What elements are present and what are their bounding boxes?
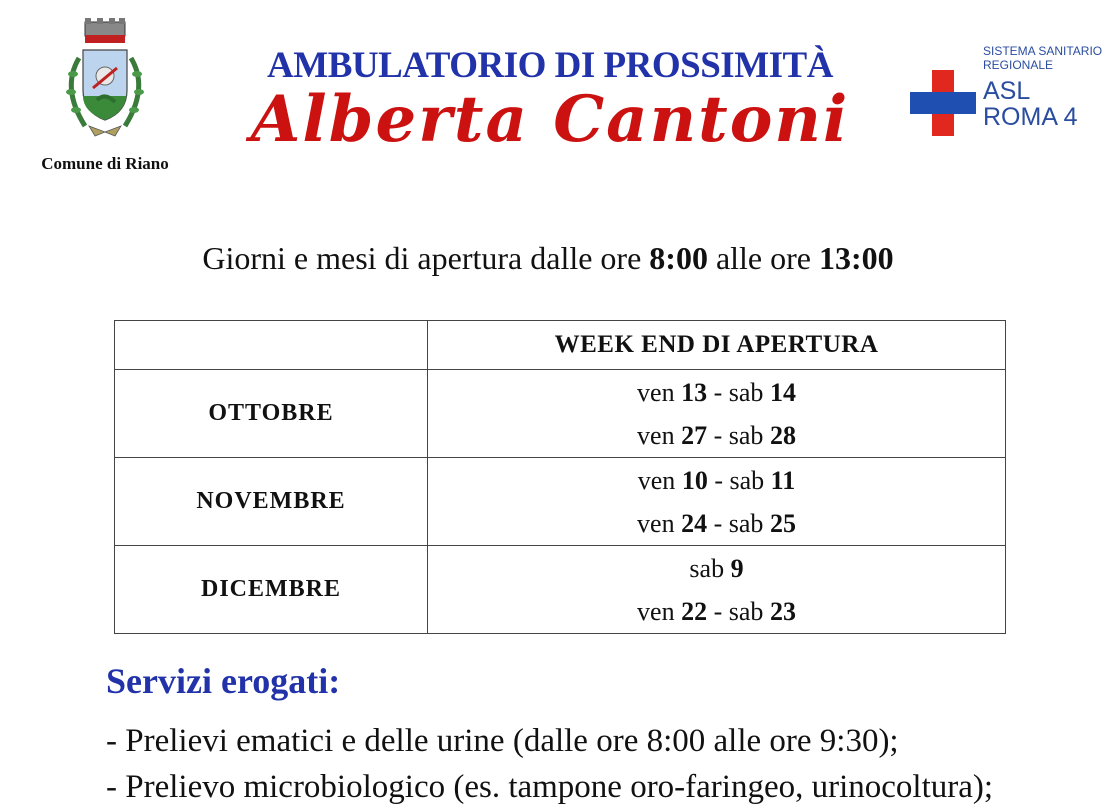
opening-hours-end: 13:00 bbox=[818, 240, 894, 276]
schedule-header-empty bbox=[115, 321, 428, 370]
schedule-body bbox=[115, 370, 1006, 634]
schedule-row bbox=[115, 546, 1006, 634]
day-number: 28 bbox=[769, 420, 796, 450]
day-label: ven bbox=[637, 420, 675, 450]
opening-hours-middle: alle ore bbox=[715, 240, 811, 276]
day-number: 14 bbox=[769, 377, 796, 407]
day-number: 13 bbox=[681, 377, 708, 407]
service-item: - Prelievi ematici e delle urine (dalle ore 8:00 alle ore 9:30); bbox=[106, 723, 899, 759]
opening-hours-prefix: Giorni e mesi di apertura dalle ore bbox=[202, 240, 642, 276]
day-label: sab bbox=[728, 420, 764, 450]
dates-cell bbox=[428, 546, 1006, 634]
date-line bbox=[428, 459, 1005, 502]
day-label: sab bbox=[689, 553, 725, 583]
schedule-header-row bbox=[115, 321, 1006, 370]
date-line bbox=[428, 414, 1005, 457]
day-number: 25 bbox=[769, 508, 796, 538]
schedule-row bbox=[115, 458, 1006, 546]
schedule-table bbox=[114, 320, 1006, 634]
day-label: ven bbox=[637, 465, 676, 495]
day-number: 11 bbox=[770, 465, 796, 495]
dates-cell bbox=[428, 370, 1006, 458]
services-list bbox=[106, 718, 1106, 810]
dates-cell bbox=[428, 458, 1006, 546]
day-number: 27 bbox=[681, 420, 708, 450]
riano-coat-of-arms-icon bbox=[49, 18, 161, 148]
asl-name bbox=[983, 78, 1077, 130]
day-label: sab bbox=[728, 508, 764, 538]
asl-subtitle-line2: REGIONALE bbox=[983, 58, 1054, 72]
month-cell: OTTOBRE bbox=[115, 370, 428, 458]
day-label: sab bbox=[728, 377, 764, 407]
schedule-header-label: WEEK END DI APERTURA bbox=[428, 321, 1006, 370]
comune-label: Comune di Riano bbox=[41, 154, 169, 173]
opening-hours bbox=[0, 240, 1096, 277]
day-label: ven bbox=[637, 508, 675, 538]
day-number: 22 bbox=[681, 596, 708, 626]
day-number: 23 bbox=[769, 596, 796, 626]
asl-logo bbox=[905, 40, 1105, 140]
month-cell: NOVEMBRE bbox=[115, 458, 428, 546]
asl-name-line1: ASL bbox=[983, 77, 1031, 105]
day-number: 24 bbox=[681, 508, 708, 538]
date-separator: - bbox=[707, 465, 730, 495]
day-label: ven bbox=[637, 377, 675, 407]
date-line bbox=[428, 547, 1005, 590]
date-separator: - bbox=[707, 508, 729, 538]
date-line bbox=[428, 502, 1005, 545]
date-line bbox=[428, 590, 1005, 633]
comune-logo bbox=[30, 18, 180, 178]
asl-subtitle bbox=[983, 44, 1102, 72]
day-label: sab bbox=[729, 465, 765, 495]
date-separator: - bbox=[707, 377, 729, 407]
date-separator: - bbox=[707, 596, 729, 626]
asl-name-line2: ROMA 4 bbox=[983, 103, 1078, 131]
page-title: AMBULATORIO DI PROSSIMITÀ bbox=[267, 45, 833, 86]
day-number: 9 bbox=[730, 553, 744, 583]
schedule-row bbox=[115, 370, 1006, 458]
opening-hours-start: 8:00 bbox=[649, 240, 708, 276]
service-item: - Prelievo microbiologico (es. tampone oro-faringeo, urinocoltura); bbox=[106, 769, 994, 805]
page-subtitle: Alberta Cantoni bbox=[250, 82, 850, 157]
month-cell: DICEMBRE bbox=[115, 546, 428, 634]
asl-cross-icon bbox=[910, 70, 976, 136]
day-label: ven bbox=[637, 596, 675, 626]
date-line bbox=[428, 371, 1005, 414]
date-separator: - bbox=[707, 420, 729, 450]
header bbox=[0, 0, 1120, 200]
day-number: 10 bbox=[681, 465, 708, 495]
services-title: Servizi erogati: bbox=[106, 661, 341, 701]
day-label: sab bbox=[728, 596, 764, 626]
asl-subtitle-line1: SISTEMA SANITARIO bbox=[983, 44, 1103, 58]
